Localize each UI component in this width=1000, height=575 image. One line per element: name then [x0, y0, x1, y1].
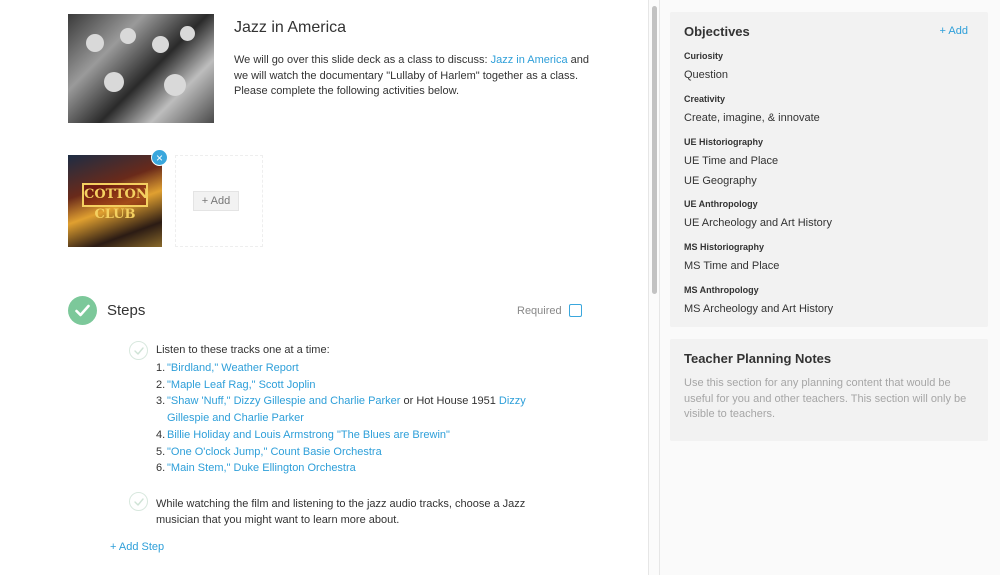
- track-link[interactable]: "One O'clock Jump," Count Basie Orchestra: [167, 445, 382, 458]
- track-number: 2.: [156, 378, 166, 391]
- objective-group: [684, 51, 974, 85]
- slide-deck-link[interactable]: Jazz in America: [490, 54, 568, 66]
- track-list-item: [156, 460, 536, 477]
- track-number: 5.: [156, 445, 166, 458]
- objective-item[interactable]: MS Time and Place: [684, 260, 780, 272]
- objective-item[interactable]: UE Time and Place: [684, 155, 779, 167]
- track-list: [156, 360, 536, 477]
- description-text-end: and we will watch the documentary "Lullaby of Harlem" together as a class. Please complete the following activities below.: [234, 54, 590, 97]
- track-list-item: [156, 360, 536, 377]
- activity-cover-image[interactable]: [68, 14, 214, 123]
- track-separator-text: or Hot House 1951: [400, 395, 499, 408]
- objective-category: MS Historiography: [684, 242, 765, 252]
- track-link[interactable]: Billie Holiday and Louis Armstrong "The Blues are Brewin": [167, 428, 450, 441]
- scrollbar-thumb[interactable]: [652, 6, 657, 294]
- track-list-item: [156, 377, 536, 394]
- track-link[interactable]: "Main Stem," Duke Ellington Orchestra: [167, 462, 356, 475]
- objective-item[interactable]: UE Geography: [684, 175, 757, 187]
- teacher-notes-title: Teacher Planning Notes: [684, 351, 832, 366]
- teacher-notes-input[interactable]: Use this section for any planning content that would be useful for you and other teachers. This section will only be visible to teachers.: [684, 377, 967, 420]
- objective-group: [684, 137, 974, 191]
- activity-description: [234, 53, 594, 100]
- objective-group: [684, 242, 974, 276]
- objective-group: [684, 199, 974, 233]
- attached-media-thumbnail[interactable]: [68, 155, 162, 247]
- track-number: 4.: [156, 428, 166, 441]
- track-link-alt[interactable]: Dizzy Gillespie and Charlie Parker: [167, 395, 526, 425]
- track-list-item: [156, 393, 536, 426]
- objective-group: [684, 94, 974, 128]
- track-number: 3.: [156, 395, 166, 408]
- objective-category: UE Anthropology: [684, 199, 758, 209]
- thumbnail-sign-text: COTTON CLUB: [82, 183, 148, 207]
- main-scrollbar[interactable]: [648, 0, 660, 575]
- objective-item[interactable]: Create, imagine, & innovate: [684, 112, 820, 124]
- step-1-intro: Listen to these tracks one at a time:: [156, 344, 330, 356]
- step-complete-toggle[interactable]: [129, 341, 148, 360]
- track-link[interactable]: "Shaw 'Nuff," Dizzy Gillespie and Charlie Parker: [167, 395, 401, 408]
- remove-media-button[interactable]: ×: [151, 149, 168, 166]
- add-step-button[interactable]: + Add Step: [110, 541, 165, 553]
- track-list-item: [156, 427, 536, 444]
- objective-category: UE Historiography: [684, 137, 764, 147]
- track-list-item: [156, 444, 536, 461]
- objective-group: [684, 285, 974, 319]
- steps-check-icon: [68, 296, 97, 325]
- objective-category: Curiosity: [684, 51, 724, 61]
- teacher-planning-notes-card: [670, 339, 988, 441]
- track-link[interactable]: "Birdland," Weather Report: [167, 362, 299, 374]
- objective-item[interactable]: UE Archeology and Art History: [684, 217, 832, 229]
- add-media-button[interactable]: + Add: [193, 191, 239, 211]
- required-checkbox[interactable]: [569, 304, 582, 317]
- track-number: 1.: [156, 362, 166, 374]
- objectives-card: [670, 12, 988, 327]
- step-complete-toggle[interactable]: [129, 492, 148, 511]
- add-objective-button[interactable]: + Add: [939, 25, 968, 37]
- objective-category: MS Anthropology: [684, 285, 759, 295]
- track-link[interactable]: "Maple Leaf Rag," Scott Joplin: [167, 378, 316, 391]
- objective-item[interactable]: Question: [684, 69, 729, 81]
- activity-title: Jazz in America: [234, 19, 347, 36]
- step-2-text: While watching the film and listening to the jazz audio tracks, choose a Jazz musician that you might want to learn more about.: [156, 498, 526, 526]
- track-number: 6.: [156, 462, 166, 475]
- objectives-title: Objectives: [684, 24, 750, 39]
- required-label: Required: [517, 305, 562, 317]
- description-text: We will go over this slide deck as a class to discuss:: [234, 54, 491, 66]
- objective-item[interactable]: MS Archeology and Art History: [684, 303, 834, 315]
- objective-category: Creativity: [684, 94, 726, 104]
- steps-heading: Steps: [107, 302, 146, 319]
